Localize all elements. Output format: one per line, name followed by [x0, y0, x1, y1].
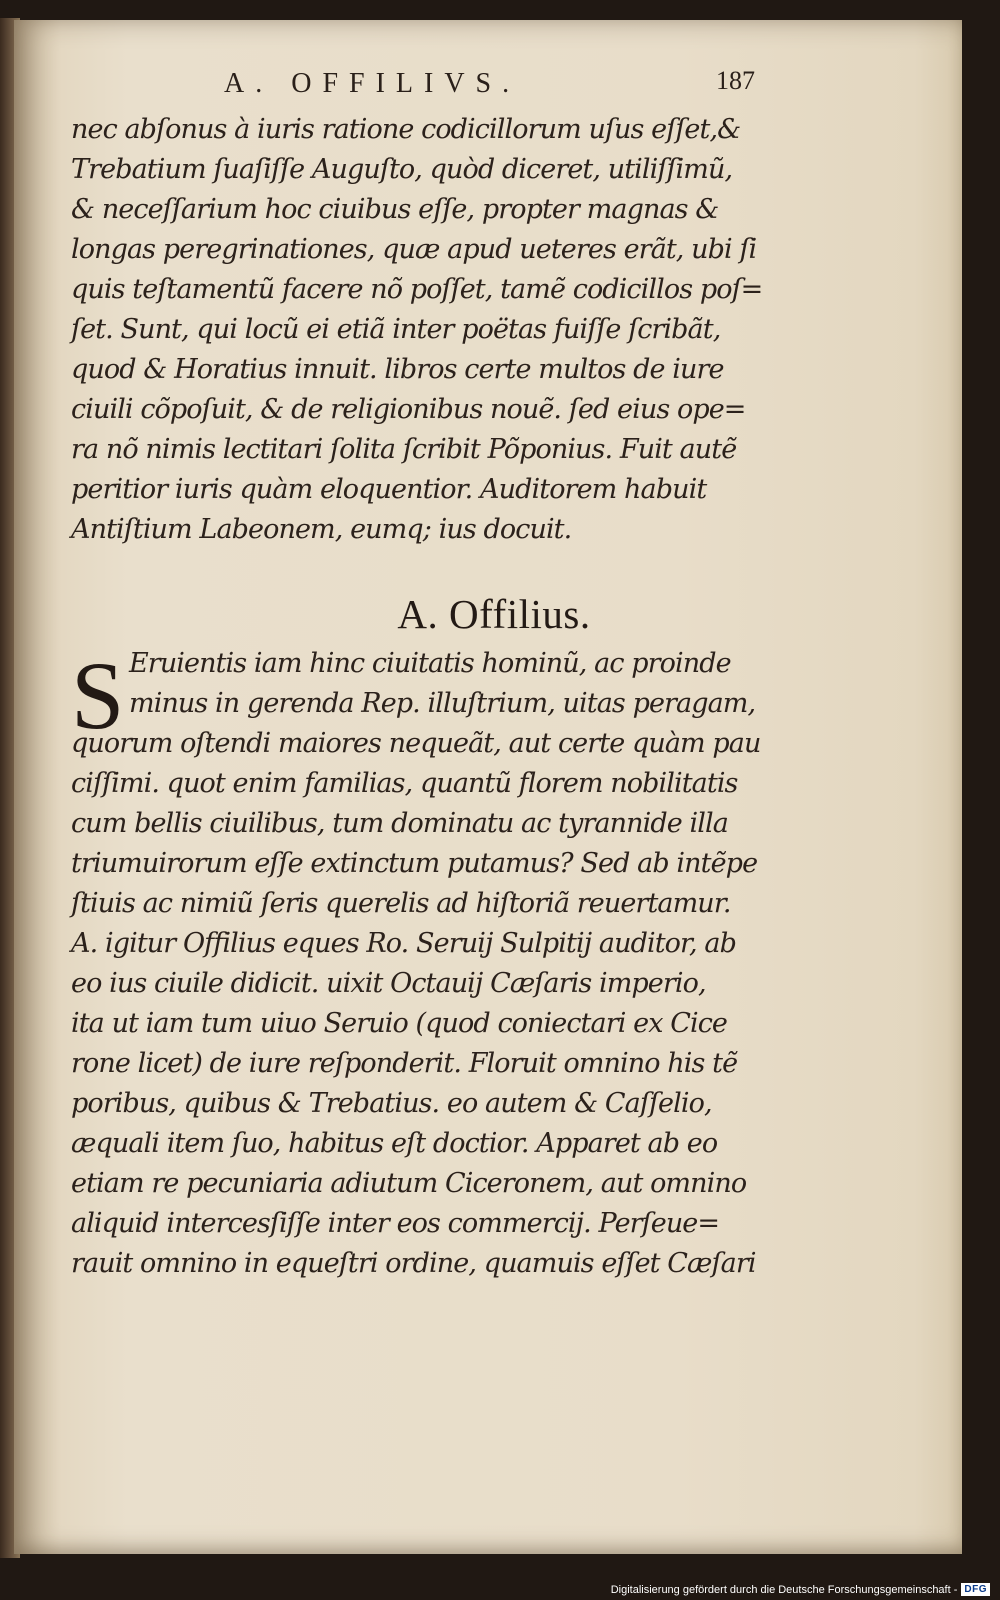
- text-line: longas peregrinationes, quæ apud ueteres erãt, ubi ſi: [71, 234, 757, 265]
- text-line: poribus, quibus & Trebatius. eo autem & Caſſelio,: [71, 1088, 712, 1119]
- funding-credit-text: Digitalisierung gefördert durch die Deutsche Forschungsgemeinschaft -: [610, 1583, 958, 1596]
- text-line: Trebatium ſuaſiſſe Auguſto, quòd diceret, utiliſſimũ,: [71, 154, 733, 185]
- text-line: ciſſimi. quot enim familias, quantũ florem nobilitatis: [71, 768, 738, 799]
- section-heading: A. Offilius.: [397, 591, 591, 637]
- text-line: eo ius ciuile didicit. uixit Octauij Cæſaris imperio,: [71, 968, 706, 999]
- funding-footer: [611, 1583, 990, 1596]
- text-line: A. igitur Offilius eques Ro. Seruij Sulpitij auditor, ab: [71, 928, 736, 959]
- text-line: Antiſtium Labeonem, eumq; ius docuit.: [71, 514, 572, 545]
- text-line: quorum oſtendi maiores nequeãt, aut certe quàm pau: [71, 728, 761, 759]
- text-line: Eruientis iam hinc ciuitatis hominũ, ac proinde: [129, 648, 731, 679]
- text-line: cum bellis ciuilibus, tum dominatu ac tyrannide illa: [71, 808, 728, 839]
- text-line: ſtiuis ac nimiũ ſeris querelis ad hiſtoriã reuertamur.: [71, 888, 731, 919]
- page-number: 187: [716, 66, 755, 95]
- text-line: triumuirorum eſſe extinctum putamus? Sed ab intẽpe: [71, 848, 758, 879]
- text-line: rone licet) de iure reſponderit. Floruit omnino his tẽ: [71, 1048, 738, 1079]
- text-line: æquali item ſuo, habitus eſt doctior. Apparet ab eo: [71, 1128, 718, 1159]
- text-line: quod & Horatius innuit. libros certe multos de iure: [71, 354, 724, 385]
- running-head: A. OFFILIVS.: [224, 68, 521, 99]
- text-line: minus in gerenda Rep. illuſtrium, uitas peragam,: [129, 688, 756, 719]
- paragraph-offilius: [71, 644, 761, 1284]
- text-line: & neceſſarium hoc ciuibus eſſe, propter magnas &: [71, 194, 719, 225]
- paragraph-previous-entry: [71, 110, 761, 550]
- drop-cap: S: [71, 642, 125, 749]
- text-line: ciuili cõpoſuit, & de religionibus nouẽ. ſed eius ope=: [71, 394, 746, 425]
- book-page: [14, 20, 962, 1554]
- text-line: ra nõ nimis lectitari ſolita ſcribit Põponius. Fuit autẽ: [71, 434, 737, 465]
- text-line: quis teſtamentũ facere nõ poſſet, tamẽ codicillos poſ=: [71, 274, 763, 305]
- text-line: nec abſonus à iuris ratione codicillorum uſus eſſet,&: [71, 114, 741, 145]
- dfg-logo: DFG: [961, 1583, 990, 1596]
- text-line: aliquid intercesſiſſe inter eos commercij. Perſeue=: [71, 1208, 720, 1239]
- text-line: rauit omnino in equeſtri ordine, quamuis eſſet Cæſari: [71, 1248, 756, 1279]
- text-line: etiam re pecuniaria adiutum Ciceronem, aut omnino: [71, 1168, 747, 1199]
- text-line: ſet. Sunt, qui locũ ei etiã inter poëtas fuiſſe ſcribãt,: [71, 314, 721, 345]
- text-line: ita ut iam tum uiuo Seruio (quod coniectari ex Cice: [71, 1008, 728, 1039]
- text-line: peritior iuris quàm eloquentior. Auditorem habuit: [71, 474, 707, 505]
